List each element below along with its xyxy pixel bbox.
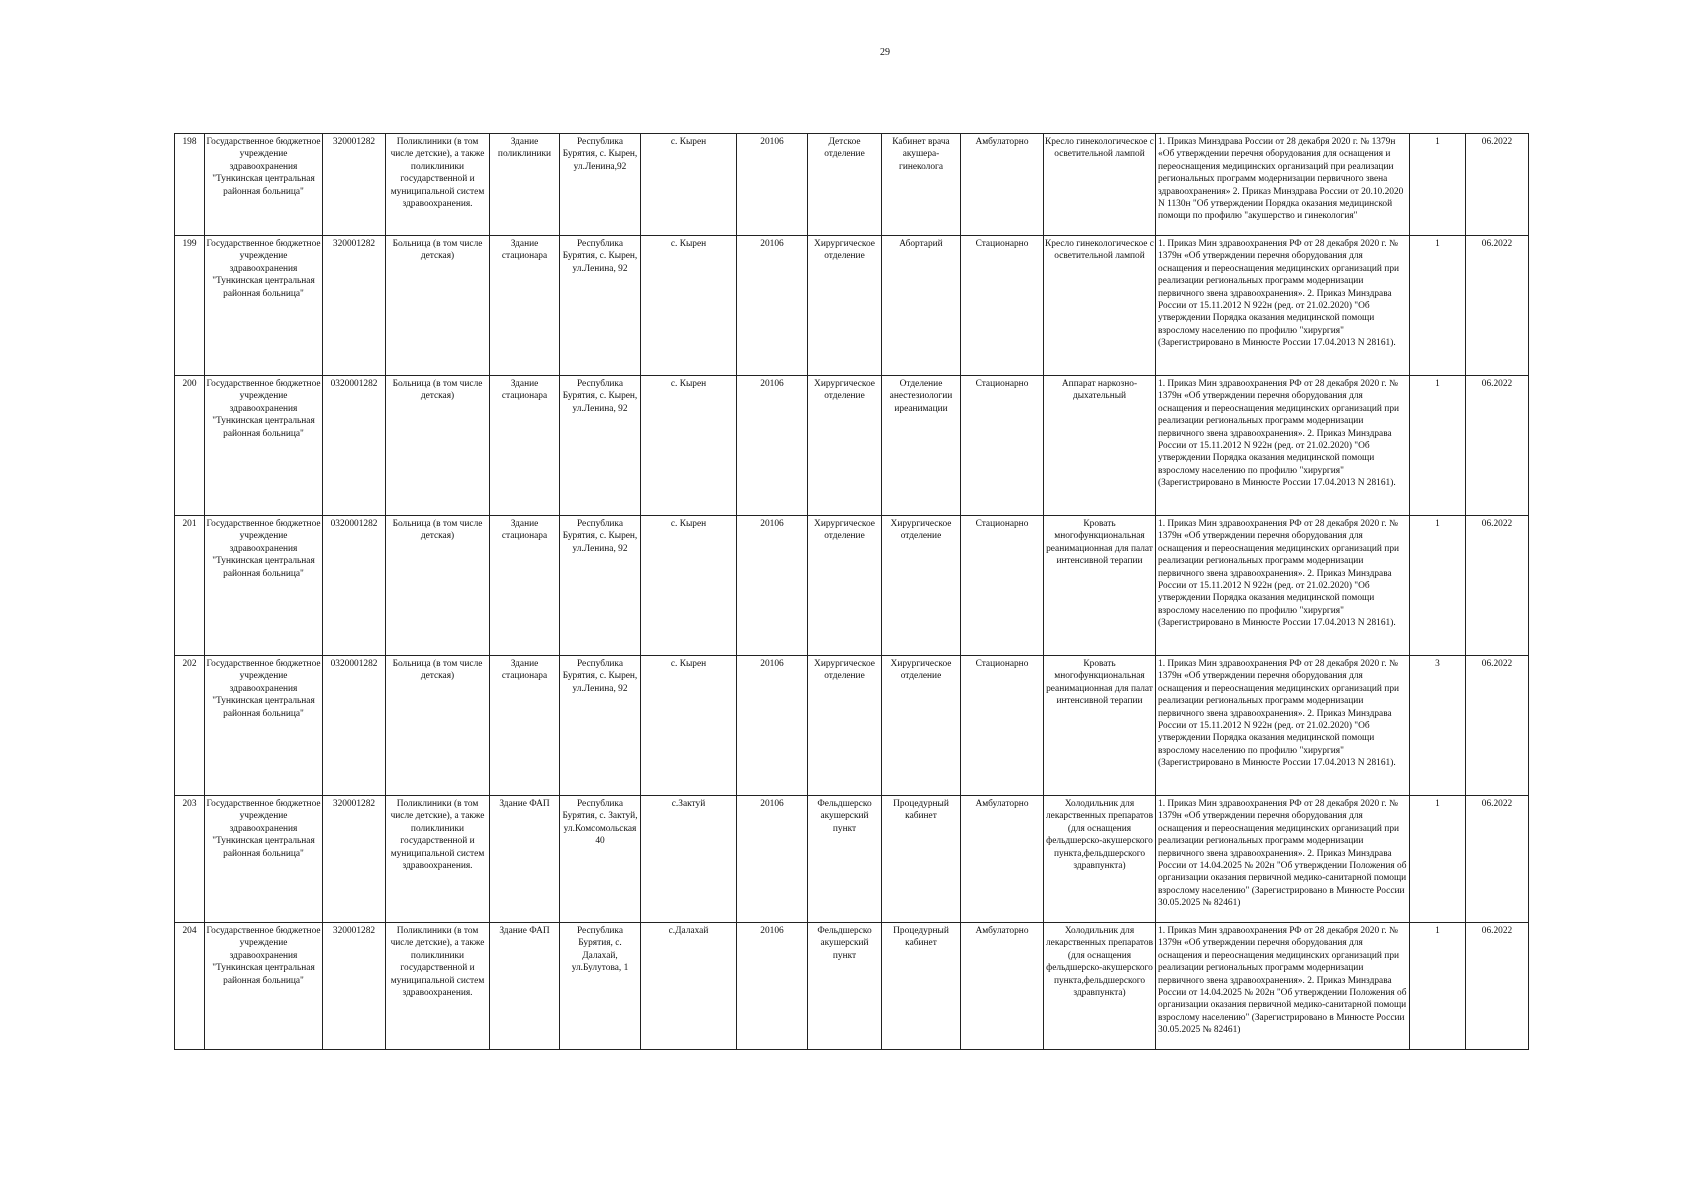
organization-name: Государственное бюджетное учреждение здравоохранения "Тункинская центральная районная больница" (205, 134, 323, 236)
date: 06.2022 (1466, 376, 1529, 516)
facility-type: Больница (в том числе детская) (386, 656, 490, 796)
legal-basis: 1. Приказ Мин здравоохранения РФ от 28 декабря 2020 г. № 1379н «Об утверждении перечня оборудования для оснащения и переоснащения медицинских организаций при реализации региональных программ модернизации первичного звена здравоохранения». 2. Приказ Минздрава России от 15.11.2012 N 922н (ред. от 21.02.2020) "Об утверждении Порядка оказания медицинской помощи взрослому населению по профилю "хирургия" (Зарегистрировано в Минюсте России 17.04.2013 N 28161). (1156, 236, 1410, 376)
quantity: 1 (1410, 134, 1466, 236)
table-row (175, 236, 1529, 376)
date: 06.2022 (1466, 923, 1529, 1050)
care-form: Амбулаторно (961, 796, 1044, 923)
code-20106: 20106 (737, 376, 808, 516)
table-row (175, 134, 1529, 236)
date: 06.2022 (1466, 134, 1529, 236)
room: Кабинет врача акушера-гинеколога (882, 134, 961, 236)
building: Здание ФАП (490, 923, 560, 1050)
address: Республика Бурятия, с. Кырен, ул.Ленина, 92 (560, 236, 641, 376)
quantity: 1 (1410, 796, 1466, 923)
settlement: с. Кырен (641, 516, 737, 656)
page-number: 29 (880, 47, 890, 58)
building: Здание стационара (490, 516, 560, 656)
settlement: с. Кырен (641, 656, 737, 796)
organization-code: 320001282 (323, 796, 386, 923)
care-form: Амбулаторно (961, 134, 1044, 236)
organization-code: 320001282 (323, 134, 386, 236)
code-20106: 20106 (737, 656, 808, 796)
quantity: 1 (1410, 376, 1466, 516)
care-form: Амбулаторно (961, 923, 1044, 1050)
room: Отделение анестезиологии иреанимации (882, 376, 961, 516)
equipment-name: Холодильник для лекарственных препаратов (для оснащения фельдшерско-акушерского пункта,фельдшерского здравпункта) (1044, 923, 1156, 1050)
organization-code: 0320001282 (323, 516, 386, 656)
date: 06.2022 (1466, 236, 1529, 376)
legal-basis: 1. Приказ Минздрава России от 28 декабря 2020 г. № 1379н «Об утверждении перечня оборудования для оснащения и переоснащения медицинских организаций при реализации региональных программ модернизации первичного звена здравоохранения» 2. Приказ Минздрава России от 20.10.2020 N 1130н "Об утверждении Порядка оказания медицинской помощи по профилю "акушерство и гинекология" (1156, 134, 1410, 236)
legal-basis: 1. Приказ Мин здравоохранения РФ от 28 декабря 2020 г. № 1379н «Об утверждении перечня оборудования для оснащения и переоснащения медицинских организаций при реализации региональных программ модернизации первичного звена здравоохранения». 2. Приказ Минздрава России от 15.11.2012 N 922н (ред. от 21.02.2020) "Об утверждении Порядка оказания медицинской помощи взрослому населению по профилю "хирургия" (Зарегистрировано в Минюсте России 17.04.2013 N 28161). (1156, 656, 1410, 796)
code-20106: 20106 (737, 516, 808, 656)
table-row (175, 516, 1529, 656)
building: Здание стационара (490, 656, 560, 796)
address: Республика Бурятия, с. Кырен, ул.Ленина,92 (560, 134, 641, 236)
organization-code: 320001282 (323, 236, 386, 376)
organization-name: Государственное бюджетное учреждение здравоохранения "Тункинская центральная районная больница" (205, 923, 323, 1050)
building: Здание поликлиники (490, 134, 560, 236)
code-20106: 20106 (737, 796, 808, 923)
organization-code: 0320001282 (323, 376, 386, 516)
row-number: 201 (175, 516, 205, 656)
equipment-name: Кресло гинекологическое с осветительной лампой (1044, 236, 1156, 376)
organization-code: 0320001282 (323, 656, 386, 796)
facility-type: Больница (в том числе детская) (386, 516, 490, 656)
settlement: с.Зактуй (641, 796, 737, 923)
facility-type: Больница (в том числе детская) (386, 376, 490, 516)
legal-basis: 1. Приказ Мин здравоохранения РФ от 28 декабря 2020 г. № 1379н «Об утверждении перечня оборудования для оснащения и переоснащения медицинских организаций при реализации региональных программ модернизации первичного звена здравоохранения». 2. Приказ Минздрава России от 15.11.2012 N 922н (ред. от 21.02.2020) "Об утверждении Порядка оказания медицинской помощи взрослому населению по профилю "хирургия" (Зарегистрировано в Минюсте России 17.04.2013 N 28161). (1156, 516, 1410, 656)
address: Республика Бурятия, с. Кырен, ул.Ленина, 92 (560, 516, 641, 656)
code-20106: 20106 (737, 236, 808, 376)
equipment-name: Кровать многофункциональная реанимационная для палат интенсивной терапии (1044, 656, 1156, 796)
department: Хирургическое отделение (808, 656, 882, 796)
quantity: 1 (1410, 516, 1466, 656)
organization-name: Государственное бюджетное учреждение здравоохранения "Тункинская центральная районная больница" (205, 376, 323, 516)
room: Хирургическое отделение (882, 516, 961, 656)
legal-basis: 1. Приказ Мин здравоохранения РФ от 28 декабря 2020 г. № 1379н «Об утверждении перечня оборудования для оснащения и переоснащения медицинских организаций при реализации региональных программ модернизации первичного звена здравоохранения». 2. Приказ Минздрава России от 14.04.2025 № 202н "Об утверждении Положения об организации оказания первичной медико-санитарной помощи взрослому населению" (Зарегистрировано в Минюсте России 30.05.2025 № 82461) (1156, 923, 1410, 1050)
address: Республика Бурятия, с. Далахай, ул.Булутова, 1 (560, 923, 641, 1050)
organization-name: Государственное бюджетное учреждение здравоохранения "Тункинская центральная районная больница" (205, 516, 323, 656)
settlement: с. Кырен (641, 236, 737, 376)
row-number: 202 (175, 656, 205, 796)
facility-type: Поликлиники (в том числе детские), а также поликлиники государственной и муниципальной систем здравоохранения. (386, 796, 490, 923)
organization-name: Государственное бюджетное учреждение здравоохранения "Тункинская центральная районная больница" (205, 656, 323, 796)
date: 06.2022 (1466, 516, 1529, 656)
settlement: с.Далахай (641, 923, 737, 1050)
equipment-table (174, 133, 1529, 1050)
department: Хирургическое отделение (808, 516, 882, 656)
row-number: 203 (175, 796, 205, 923)
address: Республика Бурятия, с. Зактуй, ул.Комсомольская 40 (560, 796, 641, 923)
row-number: 204 (175, 923, 205, 1050)
care-form: Стационарно (961, 236, 1044, 376)
facility-type: Поликлиники (в том числе детские), а также поликлиники государственной и муниципальной систем здравоохранения. (386, 923, 490, 1050)
equipment-name: Холодильник для лекарственных препаратов (для оснащения фельдшерско-акушерского пункта,фельдшерского здравпункта) (1044, 796, 1156, 923)
table-row (175, 376, 1529, 516)
department: Фельдшерско акушерский пункт (808, 796, 882, 923)
care-form: Стационарно (961, 516, 1044, 656)
date: 06.2022 (1466, 656, 1529, 796)
room: Абортарий (882, 236, 961, 376)
row-number: 198 (175, 134, 205, 236)
building: Здание ФАП (490, 796, 560, 923)
room: Процедурный кабинет (882, 923, 961, 1050)
address: Республика Бурятия, с. Кырен, ул.Ленина, 92 (560, 656, 641, 796)
building: Здание стационара (490, 376, 560, 516)
building: Здание стационара (490, 236, 560, 376)
care-form: Стационарно (961, 656, 1044, 796)
table-row (175, 656, 1529, 796)
equipment-name: Кровать многофункциональная реанимационная для палат интенсивной терапии (1044, 516, 1156, 656)
equipment-name: Аппарат наркозно-дыхательный (1044, 376, 1156, 516)
code-20106: 20106 (737, 923, 808, 1050)
date: 06.2022 (1466, 796, 1529, 923)
legal-basis: 1. Приказ Мин здравоохранения РФ от 28 декабря 2020 г. № 1379н «Об утверждении перечня оборудования для оснащения и переоснащения медицинских организаций при реализации региональных программ модернизации первичного звена здравоохранения». 2. Приказ Минздрава России от 15.11.2012 N 922н (ред. от 21.02.2020) "Об утверждении Порядка оказания медицинской помощи взрослому населению по профилю "хирургия" (Зарегистрировано в Минюсте России 17.04.2013 N 28161). (1156, 376, 1410, 516)
table-row (175, 923, 1529, 1050)
quantity: 1 (1410, 236, 1466, 376)
quantity: 1 (1410, 923, 1466, 1050)
settlement: с. Кырен (641, 134, 737, 236)
table-row (175, 796, 1529, 923)
room: Процедурный кабинет (882, 796, 961, 923)
organization-name: Государственное бюджетное учреждение здравоохранения "Тункинская центральная районная больница" (205, 236, 323, 376)
equipment-name: Кресло гинекологическое с осветительной лампой (1044, 134, 1156, 236)
quantity: 3 (1410, 656, 1466, 796)
department: Хирургическое отделение (808, 236, 882, 376)
legal-basis: 1. Приказ Мин здравоохранения РФ от 28 декабря 2020 г. № 1379н «Об утверждении перечня оборудования для оснащения и переоснащения медицинских организаций при реализации региональных программ модернизации первичного звена здравоохранения». 2. Приказ Минздрава России от 14.04.2025 № 202н "Об утверждении Положения об организации оказания первичной медико-санитарной помощи взрослому населению" (Зарегистрировано в Минюсте России 30.05.2025 № 82461) (1156, 796, 1410, 923)
care-form: Стационарно (961, 376, 1044, 516)
department: Хирургическое отделение (808, 376, 882, 516)
code-20106: 20106 (737, 134, 808, 236)
room: Хирургическое отделение (882, 656, 961, 796)
department: Фельдшерско акушерский пункт (808, 923, 882, 1050)
settlement: с. Кырен (641, 376, 737, 516)
address: Республика Бурятия, с. Кырен, ул.Ленина, 92 (560, 376, 641, 516)
row-number: 199 (175, 236, 205, 376)
organization-name: Государственное бюджетное учреждение здравоохранения "Тункинская центральная районная больница" (205, 796, 323, 923)
row-number: 200 (175, 376, 205, 516)
facility-type: Поликлиники (в том числе детские), а также поликлиники государственной и муниципальной систем здравоохранения. (386, 134, 490, 236)
facility-type: Больница (в том числе детская) (386, 236, 490, 376)
organization-code: 320001282 (323, 923, 386, 1050)
department: Детское отделение (808, 134, 882, 236)
